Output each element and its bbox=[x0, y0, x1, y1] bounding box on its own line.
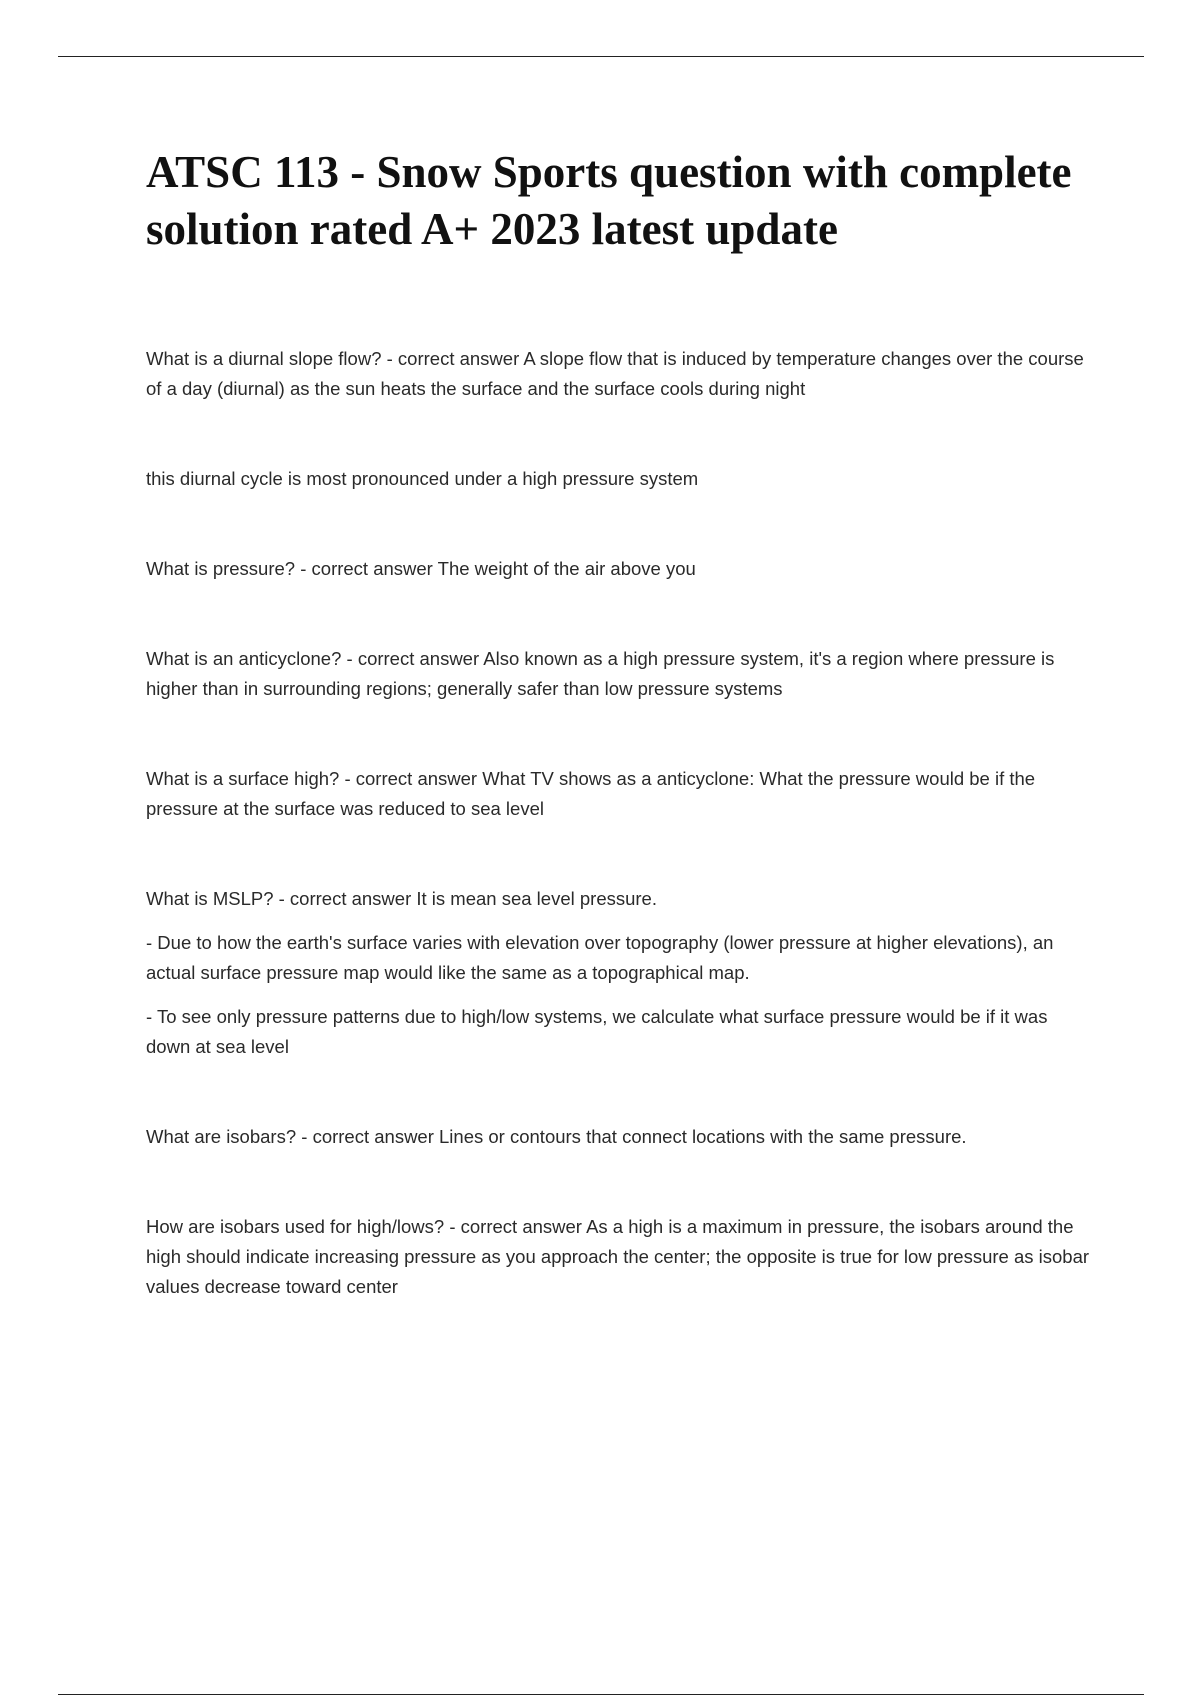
paragraph-mslp-elevation: - Due to how the earth's surface varies with elevation over topography (lower pressure at higher elevations), an actual surface pressure map would like the same as a topographical map. bbox=[146, 932, 1054, 983]
paragraph-isobars: What are isobars? - correct answer Lines or contours that connect locations with the same pressure. bbox=[146, 1126, 967, 1147]
document-body bbox=[146, 344, 1090, 1302]
paragraph-anticyclone: What is an anticyclone? - correct answer Also known as a high pressure system, it's a region where pressure is higher than in surrounding regions; generally safer than low pressure systems bbox=[146, 648, 1055, 699]
paragraph-diurnal-cycle: this diurnal cycle is most pronounced under a high pressure system bbox=[146, 468, 699, 489]
paragraph-mslp: What is MSLP? - correct answer It is mean sea level pressure. bbox=[146, 888, 657, 909]
page-title: ATSC 113 - Snow Sports question with complete solution rated A+ 2023 latest update bbox=[146, 147, 1072, 254]
paragraph-pressure: What is pressure? - correct answer The weight of the air above you bbox=[146, 558, 696, 579]
paragraph-isobars-high-low: How are isobars used for high/lows? - correct answer As a high is a maximum in pressure, the isobars around the high should indicate increasing pressure as you approach the center; the opposite is true for low pressure as isobar values decrease toward center bbox=[146, 1216, 1090, 1297]
paragraph-mslp-sea-level: - To see only pressure patterns due to high/low systems, we calculate what surface pressure would be if it was down at sea level bbox=[146, 1006, 1048, 1057]
paragraph-diurnal-slope-flow: What is a diurnal slope flow? - correct answer A slope flow that is induced by temperature changes over the course of a day (diurnal) as the sun heats the surface and the surface cools during night bbox=[146, 348, 1084, 399]
paragraph-surface-high: What is a surface high? - correct answer What TV shows as a anticyclone: What the pressure would be if the pressure at the surface was reduced to sea level bbox=[146, 768, 1036, 819]
top-rule bbox=[58, 56, 1144, 57]
bottom-rule bbox=[58, 1694, 1144, 1695]
